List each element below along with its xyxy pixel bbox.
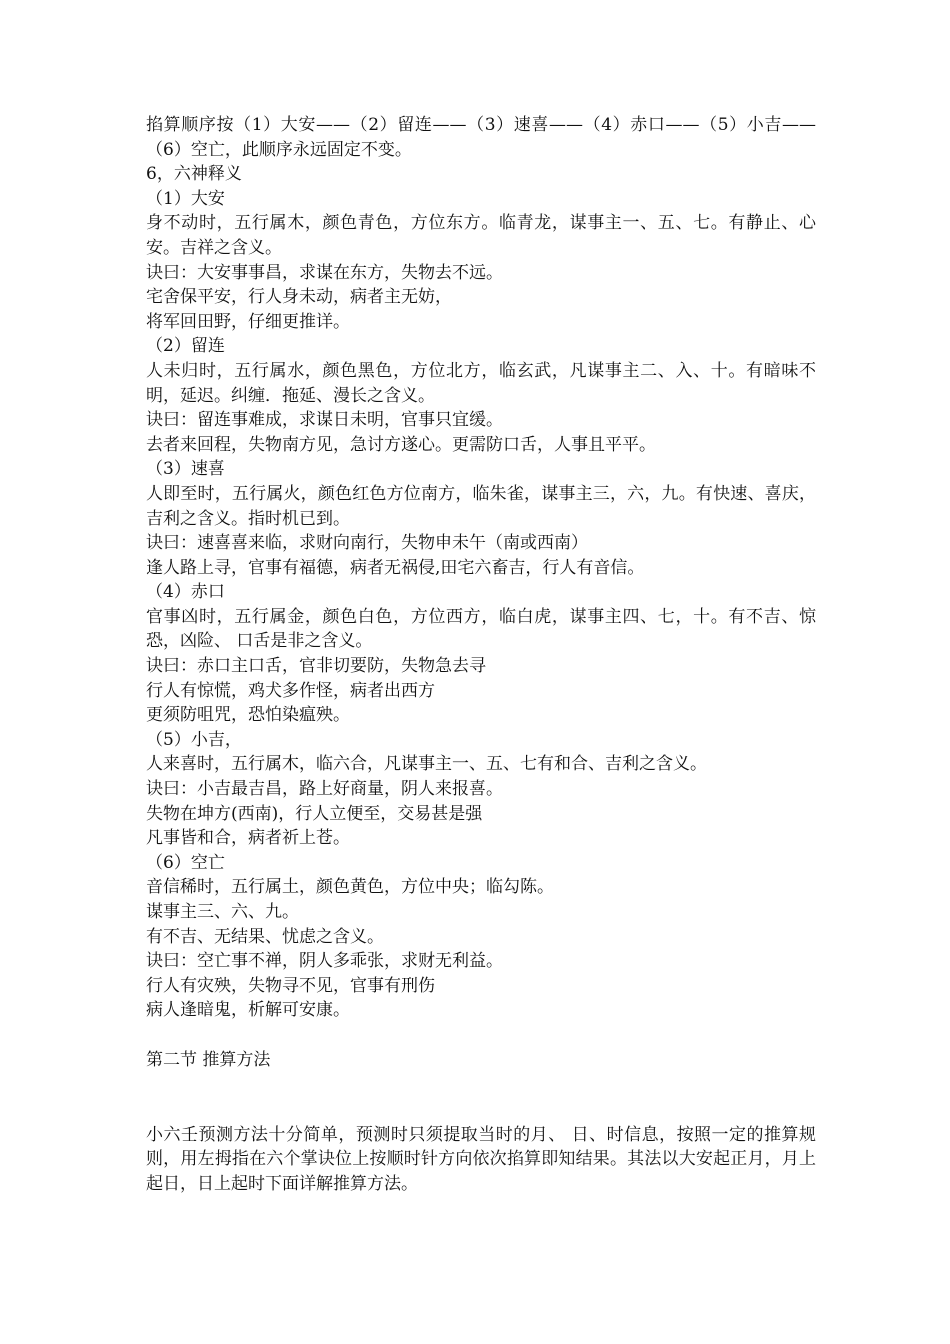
verse-line: 谋事主三、六、九。 xyxy=(146,902,299,922)
deity-heading-xiaoji: （5）小吉， xyxy=(146,729,242,750)
verse-line: 病人逢暗鬼，析解可安康。 xyxy=(146,1000,350,1021)
verse-line: 行人有惊慌，鸡犬多作怪，病者出西方 xyxy=(146,680,435,701)
deity-description-kongwang: 音信稀时，五行属土，颜色黄色，方位中央；临勾陈。 xyxy=(146,877,554,898)
verse-line: 宅舍保平安，行人身未动，病者主无妨， xyxy=(146,287,452,308)
verse-line: 去者来回程，失物南方见，急讨方遂心。更需防口舌，人事且平平。 xyxy=(146,434,656,455)
deity-heading-liulian: （2）留连 xyxy=(146,336,225,357)
verse-line: 有不吉、无结果、忧虑之含义。 xyxy=(146,926,384,947)
deity-heading-chikou: （4）赤口 xyxy=(146,582,225,603)
document-body xyxy=(146,113,816,1196)
deity-description-chikou: 官事凶时，五行属金，颜色白色，方位西方，临白虎，谋事主四、七，十。有不吉、惊恐，凶险、 口舌是非之含义。 xyxy=(146,606,816,652)
deity-description-liulian: 人未归时，五行属水，颜色黑色，方位北方，临玄武，凡谋事主二、入、十。有暗味不明，延迟。纠缠．拖延、漫长之含义。 xyxy=(146,360,816,406)
deity-heading-kongwang: （6）空亡 xyxy=(146,852,225,873)
verse-line: 更须防咀咒，恐怕染瘟殃。 xyxy=(146,705,350,726)
deity-description-suxi: 人即至时，五行属火，颜色红色方位南方，临朱雀，谋事主三，六，九。有快速、喜庆，吉利之含义。指时机已到。 xyxy=(146,483,816,529)
sequence-paragraph: 掐算顺序按（1）大安——（2）留连——（3）速喜——（4）赤口——（5）小吉——（6）空亡，此顺序永远固定不变。 xyxy=(146,115,816,160)
deity-description-daan: 身不动时，五行属木，颜色青色，方位东方。临青龙，谋事主一、五、七。有静止、心安。吉祥之含义。 xyxy=(146,213,816,258)
verse-line: 诀曰：赤口主口舌，官非切要防，失物急去寻 xyxy=(146,656,486,677)
verse-line: 行人有灾殃，失物寻不见，官事有刑伤 xyxy=(146,975,435,996)
method-paragraph: 小六壬预测方法十分简单，预测时只须提取当时的月、 日、时信息，按照一定的推算规则，用左拇指在六个掌诀位上按顺时针方向依次掐算即知结果。其法以大安起正月，月上起日，日上起时下面详解推算方法。 xyxy=(146,1124,816,1194)
verse-line: 逢人路上寻，官事有福德，病者无祸侵,田宅六畜吉，行人有音信。 xyxy=(146,557,645,578)
deity-description-xiaoji: 人来喜时，五行属木，临六合，凡谋事主一、五、七有和合、吉利之含义。 xyxy=(146,754,707,775)
deity-heading-daan: （1）大安 xyxy=(146,188,225,209)
verse-line: 诀曰：空亡事不禅，阴人多乖张，求财无利益。 xyxy=(146,951,503,972)
section-heading-six-deities: 6，六神释义 xyxy=(146,164,242,185)
deity-heading-suxi: （3）速喜 xyxy=(146,459,225,480)
verse-line: 失物在坤方(西南)，行人立便至，交易甚是强 xyxy=(146,803,483,824)
blank-gap xyxy=(146,1023,816,1048)
verse-line: 凡事皆和合，病者祈上苍。 xyxy=(146,828,350,849)
blank-gap xyxy=(146,1073,816,1123)
section-title: 第二节 推算方法 xyxy=(146,1049,271,1070)
verse-line: 将军回田野，仔细更推详。 xyxy=(146,311,350,332)
verse-line: 诀曰：小吉最吉昌，路上好商量，阴人来报喜。 xyxy=(146,779,503,800)
verse-line: 诀曰：大安事事昌，求谋在东方，失物去不远。 xyxy=(146,262,503,283)
verse-line: 诀曰：速喜喜来临，求财向南行，失物申未午（南或西南） xyxy=(146,533,588,554)
verse-line: 诀曰：留连事难成，求谋日未明，官事只宜缓。 xyxy=(146,410,503,431)
